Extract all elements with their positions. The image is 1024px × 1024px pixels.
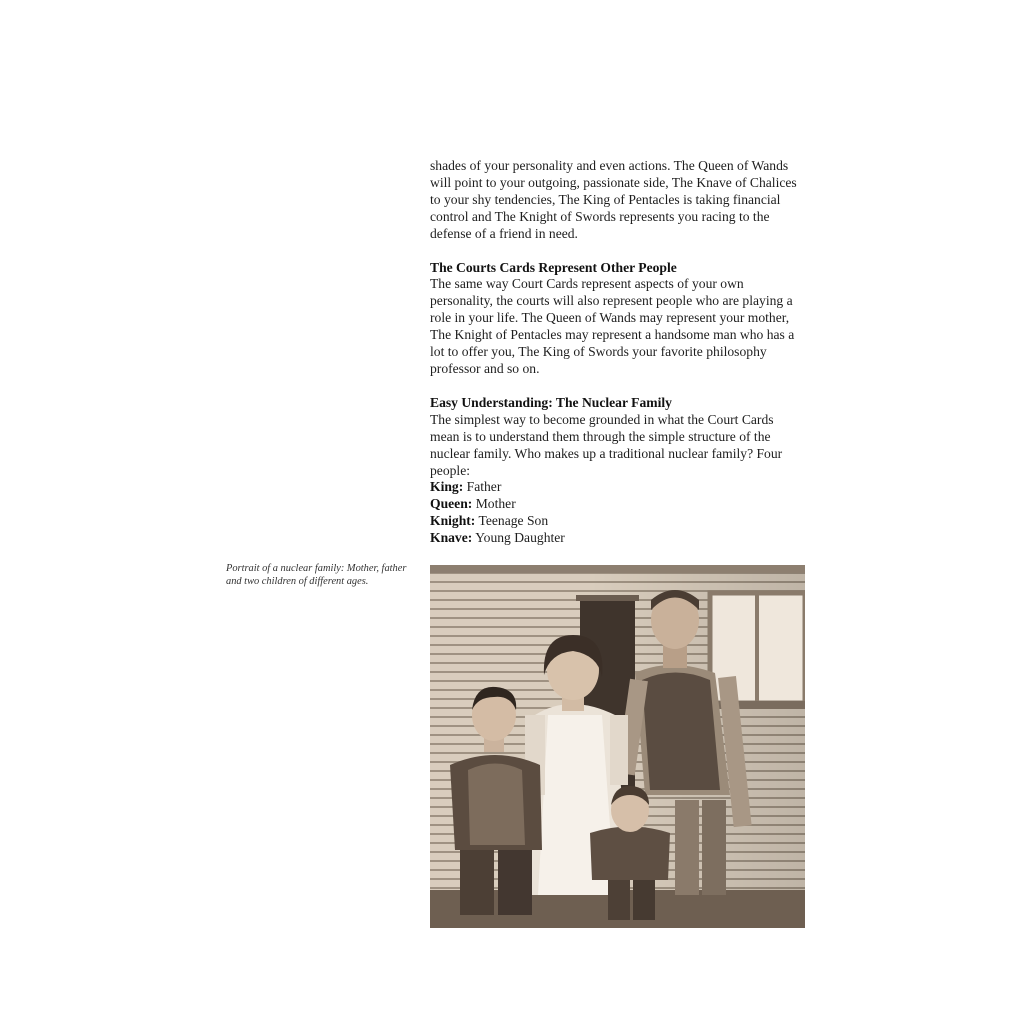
courts-paragraph: The same way Court Cards represent aspects of your own personality, the courts will also represent people who are playing a role in your life. The Queen of Wands may represent your mother, The Knight of Pentacles may represent a handsome man who has a lot to offer you, The King of Swords your favorite philosophy professor and so on.	[430, 276, 795, 376]
family-photo-illustration	[430, 565, 805, 928]
role-member: Mother	[475, 496, 516, 512]
role-card: Queen:	[430, 496, 473, 512]
courts-heading: The Courts Cards Represent Other People	[430, 259, 677, 275]
role-line-knight	[430, 513, 802, 530]
family-photo	[430, 565, 805, 928]
family-paragraph: The simplest way to become grounded in what the Court Cards mean is to understand them through the simple structure of the nuclear family. Who makes up a traditional nuclear family? Four people:	[430, 411, 783, 478]
text-column	[430, 158, 802, 547]
role-member: Father	[466, 479, 502, 495]
role-line-knave	[430, 530, 802, 547]
role-line-king	[430, 479, 802, 496]
family-heading: Easy Understanding: The Nuclear Family	[430, 394, 672, 410]
role-card: King:	[430, 479, 464, 495]
role-member: Young Daughter	[475, 530, 565, 546]
role-line-queen	[430, 496, 802, 513]
photo-caption: Portrait of a nuclear family: Mother, father and two children of different ages.	[226, 563, 407, 587]
role-card: Knight:	[430, 513, 476, 529]
role-card: Knave:	[430, 530, 473, 546]
intro-paragraph: shades of your personality and even actions. The Queen of Wands will point to your outgoing, passionate side, The Knave of Chalices to your shy tendencies, The King of Pentacles is taking financial control and The Knight of Swords represents you racing to the defense of a friend in need.	[430, 158, 797, 241]
role-member: Teenage Son	[478, 513, 549, 529]
